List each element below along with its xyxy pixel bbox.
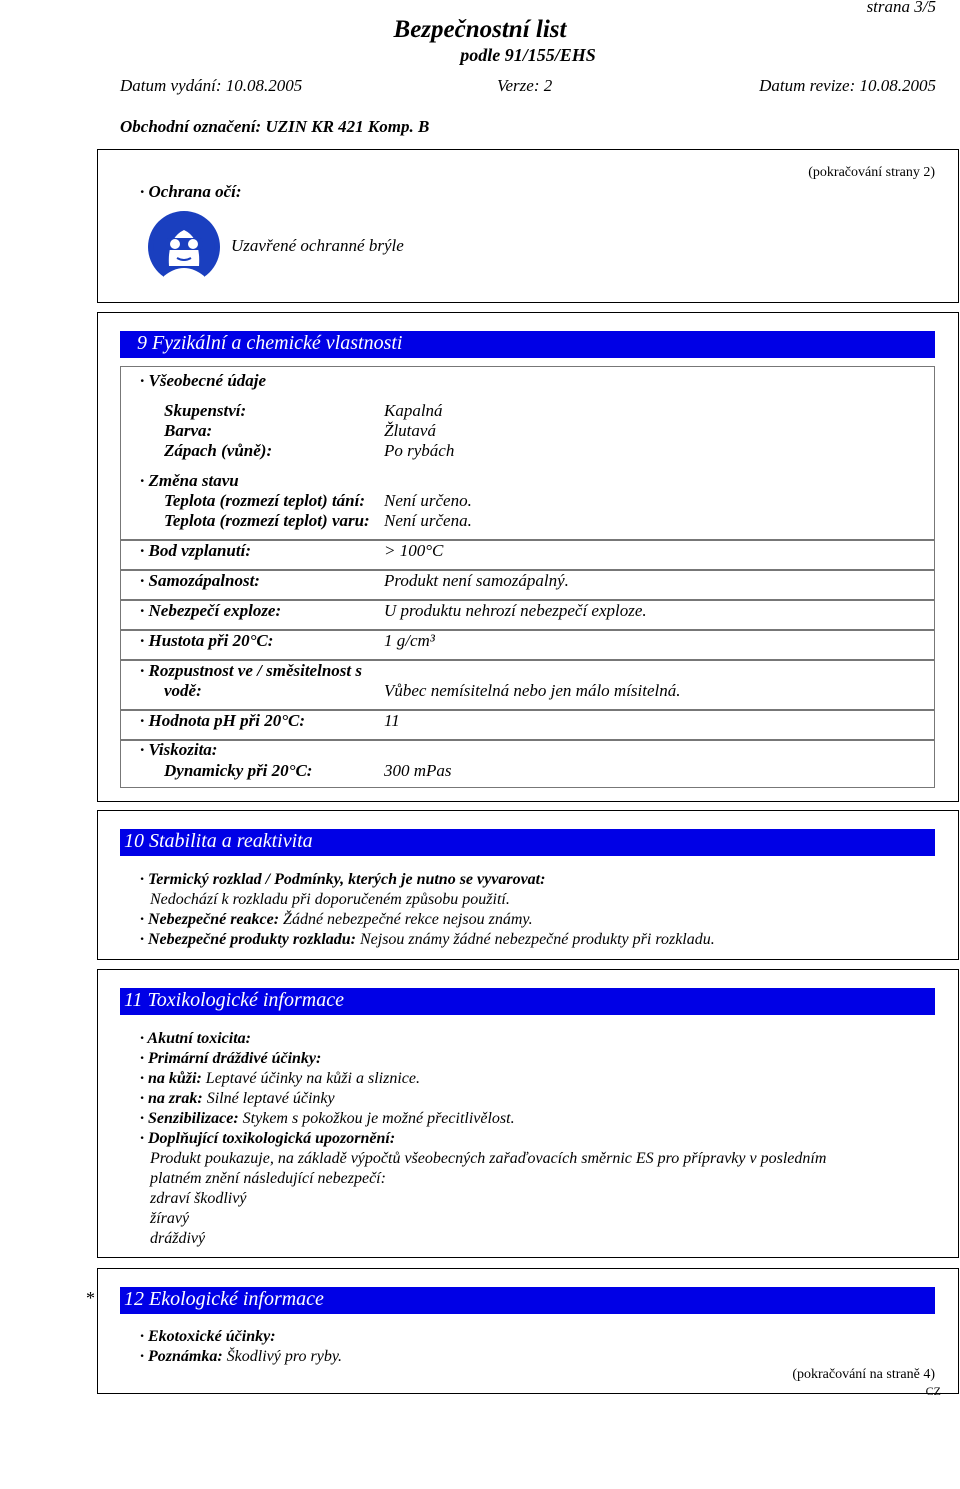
reactions-label: · Nebezpečné reakce: [140,911,280,928]
skin-value: Leptavé účinky na kůži a sliznice. [205,1070,420,1087]
products-label: · Nebezpečné produkty rozkladu: [140,931,356,948]
sensitization-value: Stykem s pokožkou je možné přecitlivělost. [242,1110,515,1127]
boil-value: Není určena. [384,511,472,530]
flash-label: · Bod vzplanutí: [140,541,251,560]
section-10-title: 10 Stabilita a reaktivita [124,830,313,852]
change-marker: * [86,1288,95,1308]
products-value: Nejsou známy žádné nebezpečné produkty při rozkladu. [359,931,715,948]
section-9-header [120,331,935,358]
melt-label: Teplota (rozmezí teplot) tání: [164,491,366,510]
density-label: · Hustota při 20°C: [140,631,274,650]
form-label: Skupenství: [164,401,247,420]
explo-value: U produktu nehrozí nebezpečí exploze. [384,601,647,620]
melt-value: Není určeno. [384,491,472,510]
form-value: Kapalná [384,401,443,420]
continuation-next: (pokračování na straně 4) [792,1367,935,1382]
continuation-note: (pokračování strany 2) [808,165,935,180]
density-value: 1 g/cm³ [384,631,435,650]
section-10-header [120,829,935,856]
color-value: Žlutavá [384,421,436,440]
hazard-corrosive: žíravý [150,1210,190,1227]
eye-label: · na zrak: [140,1090,203,1107]
hazard-harmful: zdraví škodlivý [150,1190,247,1207]
eye-protection-label: · Ochrana očí: [140,182,242,201]
section-11-header [120,988,935,1015]
selfign-label: · Samozápalnost: [140,571,260,590]
solubility-value: Vůbec nemísitelná nebo jen málo mísitelná. [384,681,681,700]
revision-date: Datum revize: 10.08.2005 [759,76,936,95]
additional-label: · Doplňující toxikologická upozornění: [140,1130,396,1147]
hazard-irritant: dráždivý [150,1230,206,1247]
odor-label: Zápach (vůně): [164,441,273,460]
section-12-title: 12 Ekologické informace [124,1288,324,1310]
ecotox-label: · Ekotoxické účinky: [140,1328,276,1345]
flash-value: > 100°C [384,541,444,560]
goggles-text: Uzavřené ochranné brýle [231,236,404,255]
document-title: Bezpečnostní list [393,16,567,43]
eye-value: Silné leptavé účinky [206,1090,335,1107]
section-12-header [120,1287,935,1314]
color-label: Barva: [164,421,213,440]
explo-label: · Nebezpečí exploze: [140,601,282,620]
note-value: Škodlivý pro ryby. [226,1348,343,1365]
document-subtitle: podle 91/155/EHS [460,45,596,65]
acute-toxicity: · Akutní toxicita: [140,1030,251,1047]
sensitization-label: · Senzibilizace: [140,1110,239,1127]
viscosity-label: · Viskozita: [140,740,218,759]
skin-label: · na kůži: [140,1070,202,1087]
trade-name: Obchodní označení: UZIN KR 421 Komp. B [120,117,430,136]
language-code: CZ [925,1384,941,1398]
page-number: strana 3/5 [866,0,936,16]
decomposition-label: · Termický rozklad / Podmínky, kterých je nutno se vyvarovat: [140,871,546,888]
reactions-value: Žádné nebezpečné rekce nejsou známy. [283,911,533,928]
dynamic-value: 300 mPas [384,761,452,780]
goggles-icon [147,210,221,284]
additional-text-1: Produkt poukazuje, na základě výpočtů všeobecných zařaďovacích směrnic ES pro přípravky v posledním [150,1150,827,1167]
section-9-title: 9 Fyzikální a chemické vlastnosti [137,332,403,354]
boil-label: Teplota (rozmezí teplot) varu: [164,511,370,530]
selfign-value: Produkt není samozápalný. [384,571,569,590]
solubility-label: · Rozpustnost ve / směsitelnost s [140,661,362,680]
additional-text-2: platném znění následující nebezpečí: [150,1170,386,1187]
note-label: · Poznámka: [140,1348,223,1365]
version: Verze: 2 [497,76,553,95]
issue-date: Datum vydání: 10.08.2005 [120,76,303,95]
section-11-title: 11 Toxikologické informace [124,989,344,1011]
odor-value: Po rybách [384,441,455,460]
primary-effects: · Primární dráždivé účinky: [140,1050,322,1067]
ph-label: · Hodnota pH při 20°C: [140,711,306,730]
decomposition-value: Nedochází k rozkladu při doporučeném způsobu použití. [150,891,510,908]
general-heading: · Všeobecné údaje [140,371,267,390]
change-heading: · Změna stavu [140,471,239,490]
dynamic-label: Dynamicky při 20°C: [164,761,313,780]
ph-value: 11 [384,711,400,730]
solubility-label-2: vodě: [164,681,202,700]
